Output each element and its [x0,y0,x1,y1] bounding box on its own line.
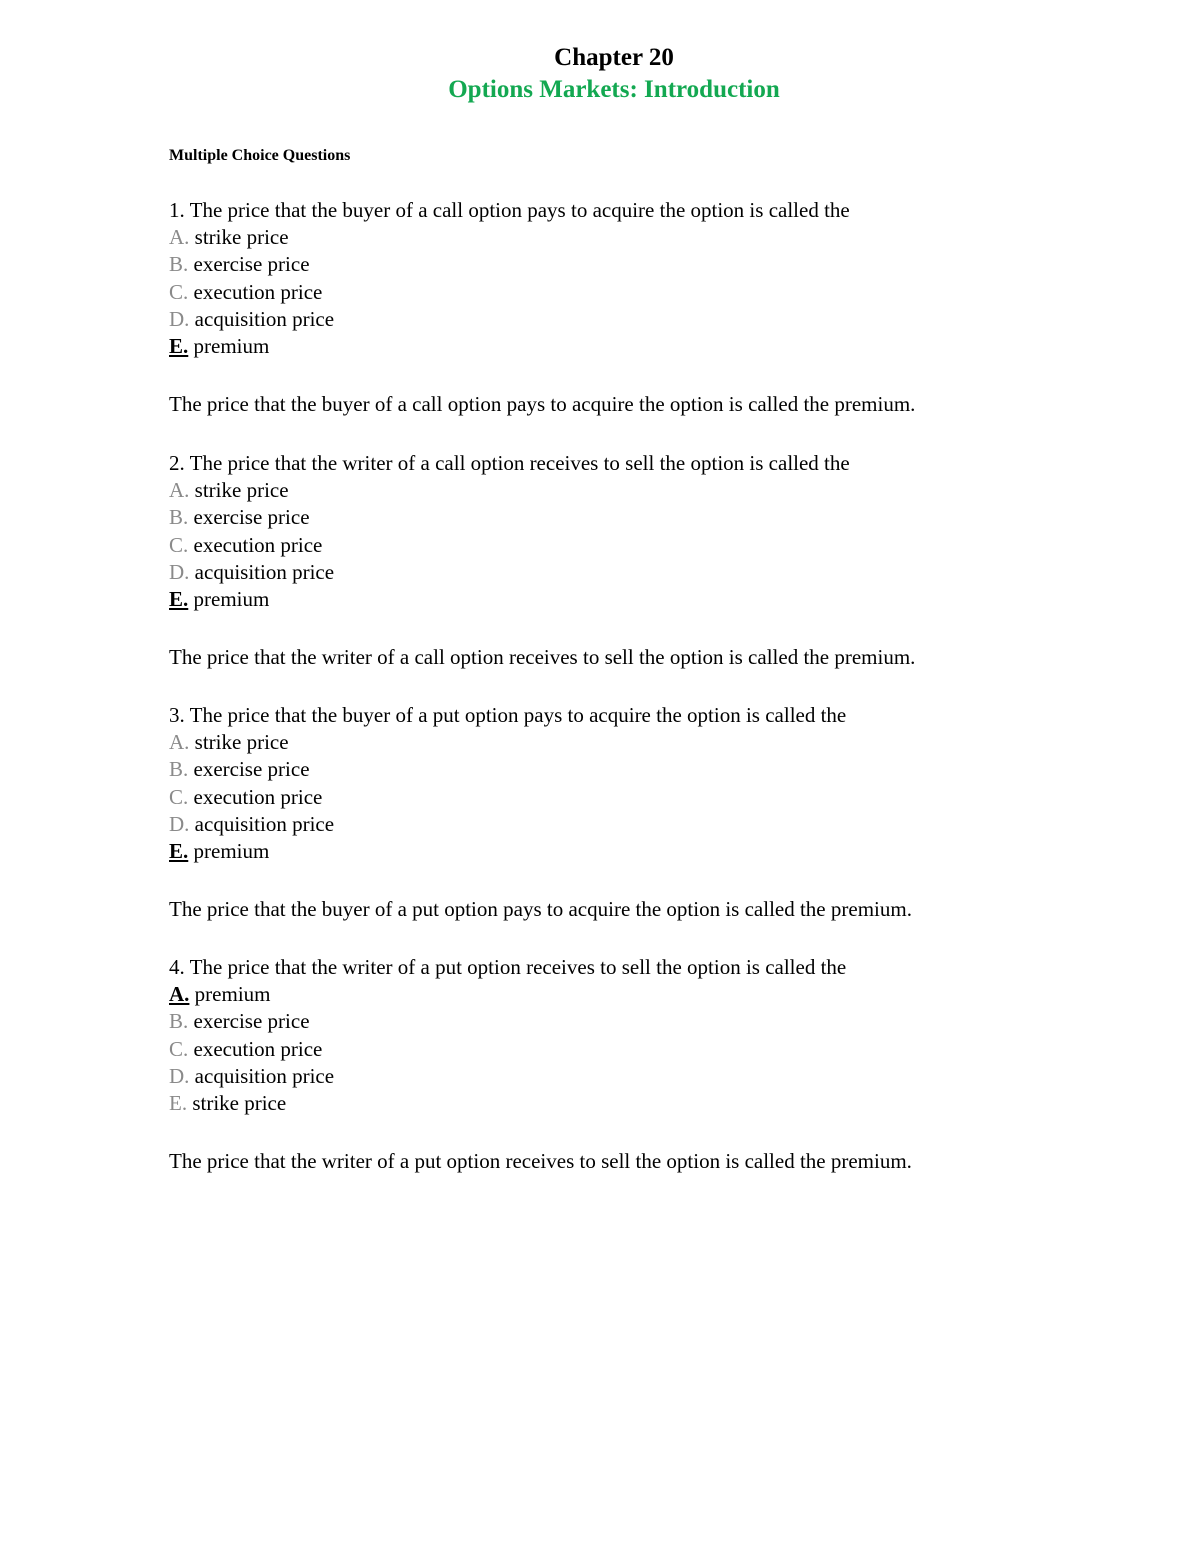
option-text: acquisition price [194,306,335,331]
option-text: execution price [193,1036,323,1061]
answer-explanation: The price that the writer of a call option receives to sell the option is called the premium. [169,645,916,670]
option-e [169,333,1069,360]
option-letter-correct: E. [169,334,189,359]
option-letter: A. [169,478,190,503]
option-letter: B. [169,1009,189,1034]
option-letter: C. [169,1036,189,1061]
answer-explanation: The price that the writer of a put option receives to sell the option is called the premium. [169,1149,912,1174]
answer-explanation: The price that the buyer of a call option pays to acquire the option is called the premium. [169,392,916,417]
option-letter: C. [169,279,189,304]
question-stem: 1. The price that the buyer of a call option pays to acquire the option is called the [169,198,850,222]
answer-explanation: The price that the buyer of a put option pays to acquire the option is called the premium. [169,897,912,922]
option-letter: A. [169,730,190,755]
option-c [169,784,1069,811]
option-text: acquisition price [194,811,335,836]
option-d [169,306,1069,333]
question-3 [169,702,1069,923]
question-1 [169,197,1069,418]
option-letter: D. [169,1063,190,1088]
option-letter: B. [169,252,189,277]
option-e [169,586,1069,613]
option-text: exercise price [193,757,310,782]
option-letter: B. [169,757,189,782]
option-e [169,838,1069,865]
question-stem: 4. The price that the writer of a put option receives to sell the option is called the [169,955,847,979]
section-heading: Multiple Choice Questions [169,147,351,164]
option-d [169,1063,1069,1090]
option-text: exercise price [193,505,310,530]
option-letter-correct: A. [169,982,190,1007]
option-text: strike price [194,225,289,250]
option-text: strike price [194,478,289,503]
option-d [169,559,1069,586]
option-text: strike price [192,1091,287,1116]
option-text: acquisition price [194,559,335,584]
option-letter: D. [169,306,190,331]
option-letter: D. [169,811,190,836]
option-c [169,532,1069,559]
question-stem: 2. The price that the writer of a call option receives to sell the option is called the [169,451,850,475]
option-a [169,729,1069,756]
option-a [169,224,1069,251]
option-c [169,1036,1069,1063]
chapter-subtitle: Options Markets: Introduction [448,76,780,103]
option-text: execution price [193,279,323,304]
option-text: premium [193,587,270,612]
option-b [169,756,1069,783]
option-e [169,1090,1069,1117]
option-text: execution price [193,532,323,557]
option-letter: C. [169,532,189,557]
option-letter-correct: E. [169,839,189,864]
option-a [169,981,1069,1008]
option-letter: D. [169,559,190,584]
question-stem: 3. The price that the buyer of a put option pays to acquire the option is called the [169,703,847,727]
option-letter: B. [169,505,189,530]
option-text: acquisition price [194,1063,335,1088]
option-letter-correct: E. [169,587,189,612]
option-d [169,811,1069,838]
option-letter: A. [169,225,190,250]
option-letter: E. [169,1091,188,1116]
question-4 [169,954,1069,1175]
option-a [169,477,1069,504]
option-text: premium [194,982,271,1007]
option-text: execution price [193,784,323,809]
option-text: premium [193,334,270,359]
chapter-title: Chapter 20 [554,44,674,71]
option-b [169,1008,1069,1035]
option-b [169,251,1069,278]
option-text: exercise price [193,1009,310,1034]
option-c [169,279,1069,306]
option-text: exercise price [193,252,310,277]
option-text: strike price [194,730,289,755]
option-b [169,504,1069,531]
question-2 [169,450,1069,671]
option-text: premium [193,839,270,864]
option-letter: C. [169,784,189,809]
